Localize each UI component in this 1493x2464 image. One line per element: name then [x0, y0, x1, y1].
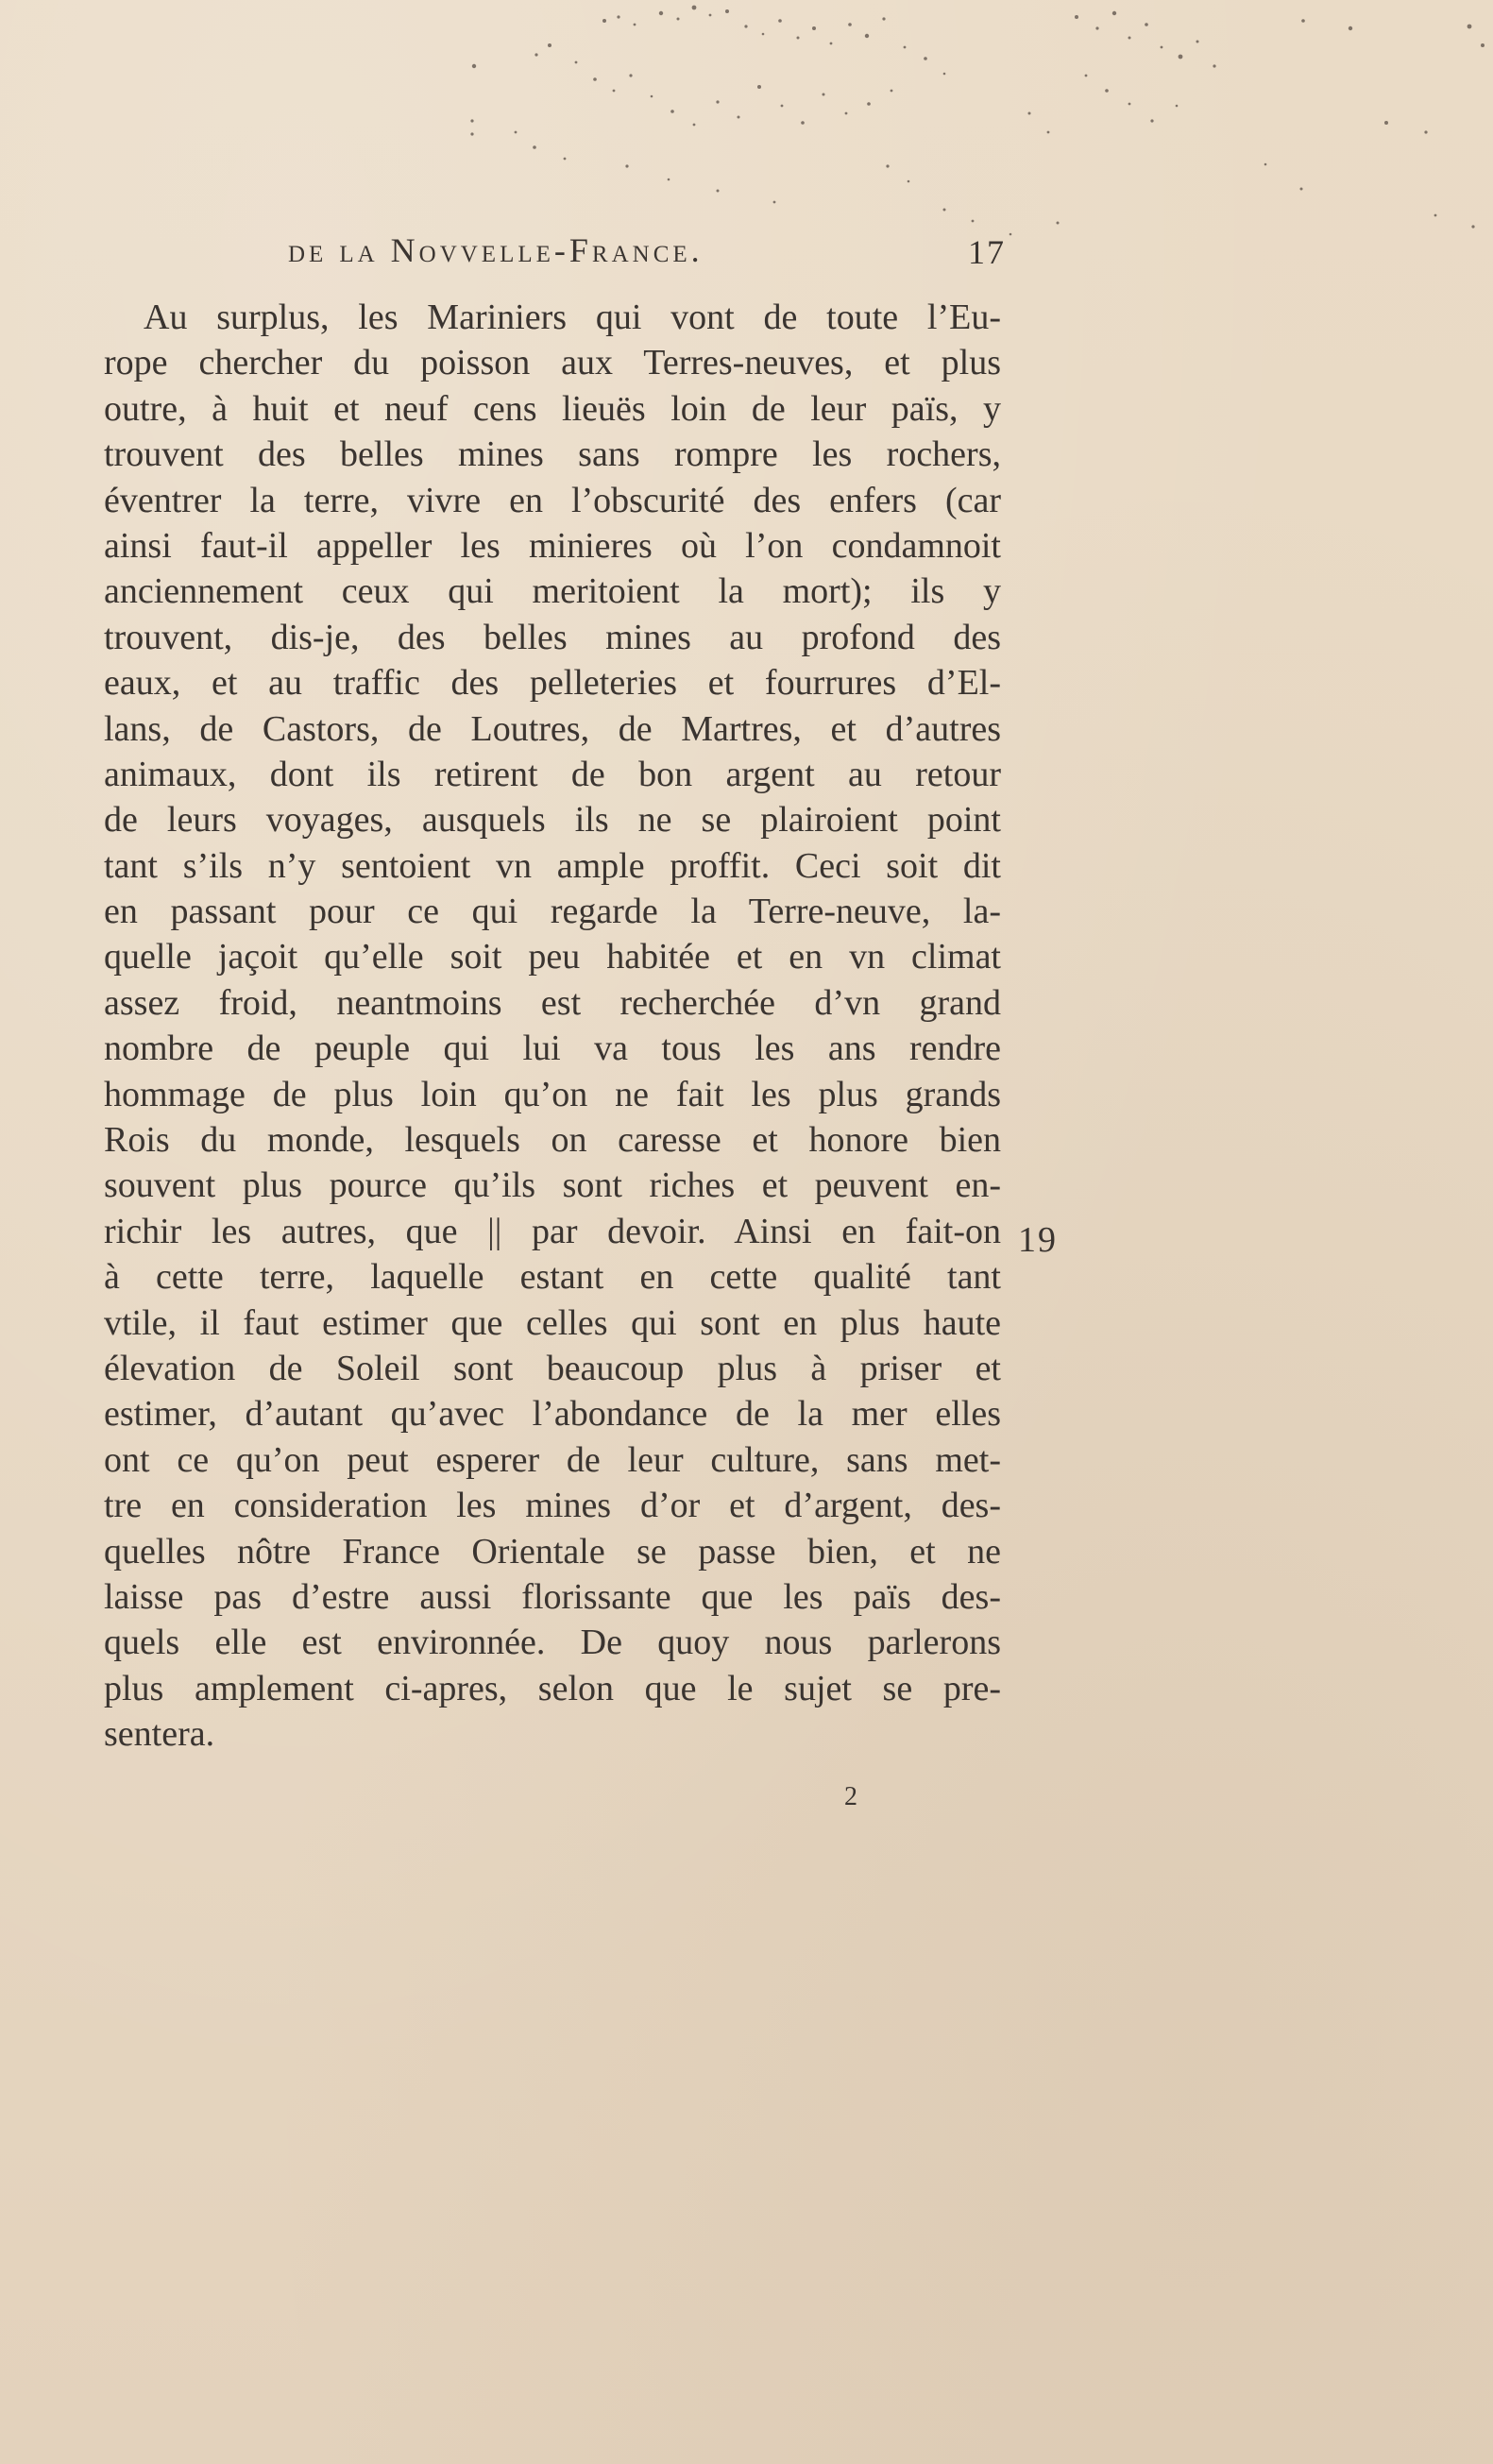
- text-line: quels elle est environnée. De quoy nous parlerons: [104, 1623, 1001, 1663]
- text-line: nombre de peuple qui lui va tous les ans rendre: [104, 1028, 1001, 1069]
- text-line: vtile, il faut estimer que celles qui sont en plus haute: [104, 1302, 1001, 1343]
- text-line: souvent plus pource qu’ils sont riches et peuvent en-: [104, 1165, 1001, 1206]
- text-line: trouvent des belles mines sans rompre les rochers,: [104, 434, 1001, 475]
- signature-mark: 2: [844, 1782, 857, 1811]
- text-line: à cette terre, laquelle estant en cette qualité tant: [104, 1257, 1001, 1298]
- text-line: assez froid, neantmoins est recherchée d’vn grand: [104, 982, 1001, 1023]
- text-line: richir les autres, que || par devoir. Ainsi en fait-on: [104, 1211, 1001, 1251]
- text-line: quelles nôtre France Orientale se passe bien, et ne: [104, 1531, 1001, 1572]
- text-line: animaux, dont ils retirent de bon argent au retour: [104, 754, 1001, 794]
- text-line: anciennement ceux qui meritoient la mort); ils y: [104, 571, 1001, 612]
- text-line: rope chercher du poisson aux Terres-neuves, et plus: [104, 343, 1001, 383]
- running-title: de la Novvelle-France.: [288, 231, 704, 269]
- running-head: [288, 230, 1006, 283]
- body-text: [104, 295, 1001, 1758]
- text-line: outre, à huit et neuf cens lieuës loin de leur païs, y: [104, 388, 1001, 429]
- text-line: quelle jaçoit qu’elle soit peu habitée et en vn climat: [104, 937, 1001, 977]
- text-line: de leurs voyages, ausquels ils ne se plairoient point: [104, 800, 1001, 841]
- text-line: élevation de Soleil sont beaucoup plus à priser et: [104, 1348, 1001, 1388]
- text-line: plus amplement ci-apres, selon que le sujet se pre-: [104, 1668, 1001, 1708]
- text-line: sentera.: [104, 1714, 215, 1755]
- page-number: 17: [968, 233, 1006, 271]
- text-line: Au surplus, les Mariniers qui vont de toute l’Eu-: [144, 297, 1001, 337]
- foxing-speckles: [0, 0, 1493, 246]
- text-line: ainsi faut-il appeller les minieres où l’on condamnoit: [104, 525, 1001, 566]
- text-line: eaux, et au traffic des pelleteries et fourrures d’El-: [104, 663, 1001, 704]
- text-line: lans, de Castors, de Loutres, de Martres, et d’autres: [104, 708, 1001, 749]
- text-line: tant s’ils n’y sentoient vn ample proffit. Ceci soit dit: [104, 845, 1001, 886]
- text-line: Rois du monde, lesquels on caresse et honore bien: [104, 1120, 1001, 1161]
- text-line: estimer, d’autant qu’avec l’abondance de la mer elles: [104, 1394, 1001, 1435]
- margin-page-reference: 19: [1018, 1220, 1058, 1260]
- text-line: tre en consideration les mines d’or et d’argent, des-: [104, 1486, 1001, 1526]
- text-line: ont ce qu’on peut esperer de leur culture, sans met-: [104, 1439, 1001, 1480]
- text-line: éventrer la terre, vivre en l’obscurité des enfers (car: [104, 480, 1001, 520]
- text-line: hommage de plus loin qu’on ne fait les plus grands: [104, 1074, 1001, 1114]
- text-line: en passant pour ce qui regarde la Terre-neuve, la-: [104, 892, 1001, 932]
- text-line: laisse pas d’estre aussi florissante que les païs des-: [104, 1576, 1001, 1617]
- text-line: trouvent, dis-je, des belles mines au profond des: [104, 617, 1001, 657]
